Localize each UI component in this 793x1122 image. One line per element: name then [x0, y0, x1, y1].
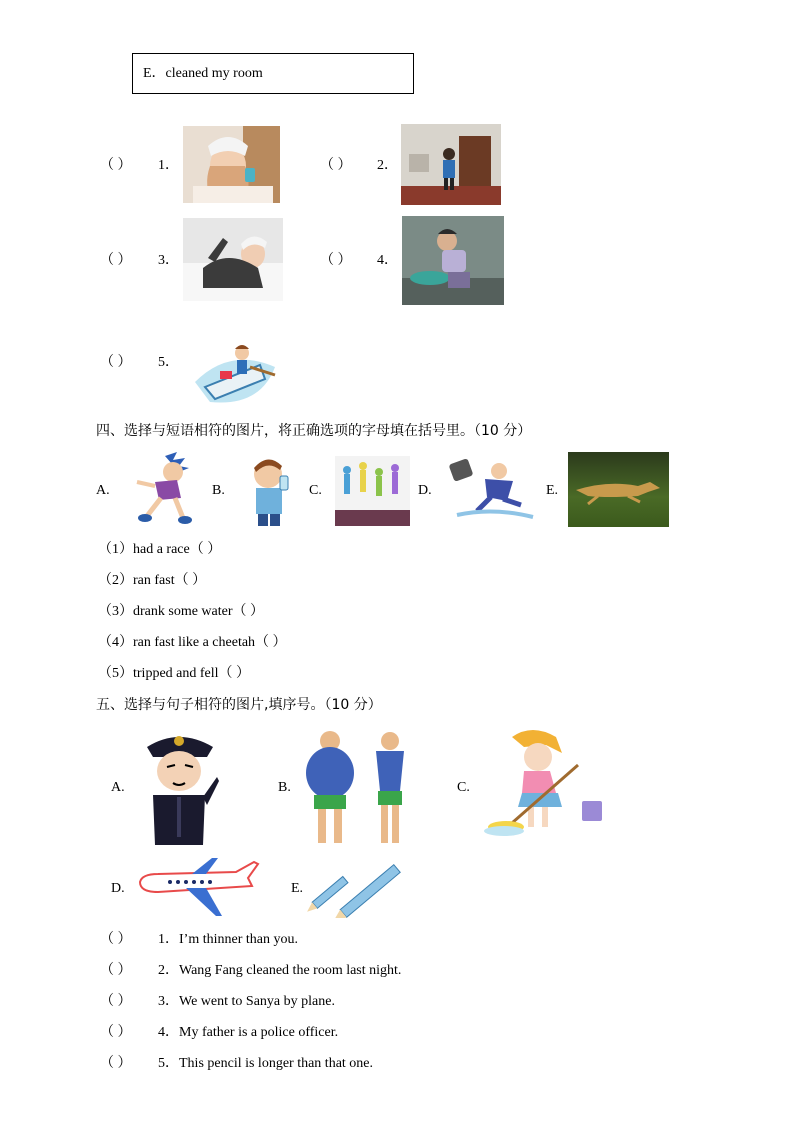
option-box	[132, 53, 414, 94]
option-b-letter-s5: B.	[278, 780, 291, 795]
section-5-item-3: 3．We went to Sanya by plane.	[158, 994, 335, 1009]
section-5-heading: 五、选择与句子相符的图片,填序号。（10 分）	[96, 697, 382, 713]
sick-woman-headache-photo	[183, 126, 280, 203]
option-e-text: E．cleaned my room	[143, 66, 263, 81]
answer-paren-s5-3[interactable]: （ ）	[100, 994, 132, 1009]
option-c-letter-s5: C.	[457, 780, 470, 795]
option-a-letter: A.	[96, 483, 110, 498]
section-4-item-5: （5）tripped and fell（ ）	[98, 666, 251, 681]
boy-drinking-water-icon	[240, 452, 300, 528]
answer-paren-s5-1[interactable]: （ ）	[100, 932, 132, 947]
section-5-item-2: 2．Wang Fang cleaned the room last night.	[158, 963, 402, 978]
section-5-item-1: 1．I’m thinner than you.	[158, 932, 298, 947]
option-d-letter: D.	[418, 483, 432, 498]
answer-paren-2[interactable]: （ ）	[320, 158, 352, 173]
police-officer-icon	[137, 727, 220, 847]
fat-and-thin-men-icon	[302, 727, 419, 846]
child-in-room-photo	[401, 124, 501, 205]
option-a-letter-s5: A.	[111, 780, 125, 795]
man-tripping-icon	[447, 455, 539, 525]
section-4-item-4: （4）ran fast like a cheetah（ ）	[98, 635, 287, 650]
section-5-item-4: 4．My father is a police officer.	[158, 1025, 339, 1040]
option-e-letter-s5: E.	[291, 881, 304, 896]
item-number-5: 5．	[158, 355, 179, 370]
section-4-heading: 四、选择与短语相符的图片，将正确选项的字母填在括号里。（10 分）	[96, 423, 532, 439]
option-e-letter: E.	[546, 483, 559, 498]
boy-rowing-boat-icon	[190, 327, 282, 407]
item-number-4: 4．	[377, 253, 398, 268]
sick-woman-in-bed-photo	[183, 218, 283, 301]
running-boy-icon	[125, 452, 205, 528]
option-c-letter: C.	[309, 483, 322, 498]
answer-paren-4[interactable]: （ ）	[320, 253, 352, 268]
item-number-2: 2．	[377, 158, 398, 173]
girl-mopping-floor-icon	[484, 727, 609, 840]
section-4-item-1: （1）had a race（ ）	[98, 542, 222, 557]
item-number-3: 3．	[158, 253, 179, 268]
section-4-item-3: （3）drank some water（ ）	[98, 604, 265, 619]
answer-paren-1[interactable]: （ ）	[100, 158, 132, 173]
section-4-item-2: （2）ran fast（ ）	[98, 573, 207, 588]
section-5-item-5: 5．This pencil is longer than that one.	[158, 1056, 374, 1071]
option-b-letter: B.	[212, 483, 225, 498]
answer-paren-s5-2[interactable]: （ ）	[100, 963, 132, 978]
item-number-1: 1．	[158, 158, 179, 173]
answer-paren-3[interactable]: （ ）	[100, 253, 132, 268]
answer-paren-s5-4[interactable]: （ ）	[100, 1025, 132, 1040]
option-d-letter-s5: D.	[111, 881, 125, 896]
answer-paren-5[interactable]: （ ）	[100, 355, 132, 370]
two-pencils-icon	[307, 855, 412, 918]
answer-paren-s5-5[interactable]: （ ）	[100, 1056, 132, 1071]
airplane-icon	[136, 852, 262, 920]
race-runners-icon	[335, 456, 410, 526]
child-washing-clothes-photo	[402, 216, 504, 305]
cheetah-running-photo	[568, 452, 669, 527]
